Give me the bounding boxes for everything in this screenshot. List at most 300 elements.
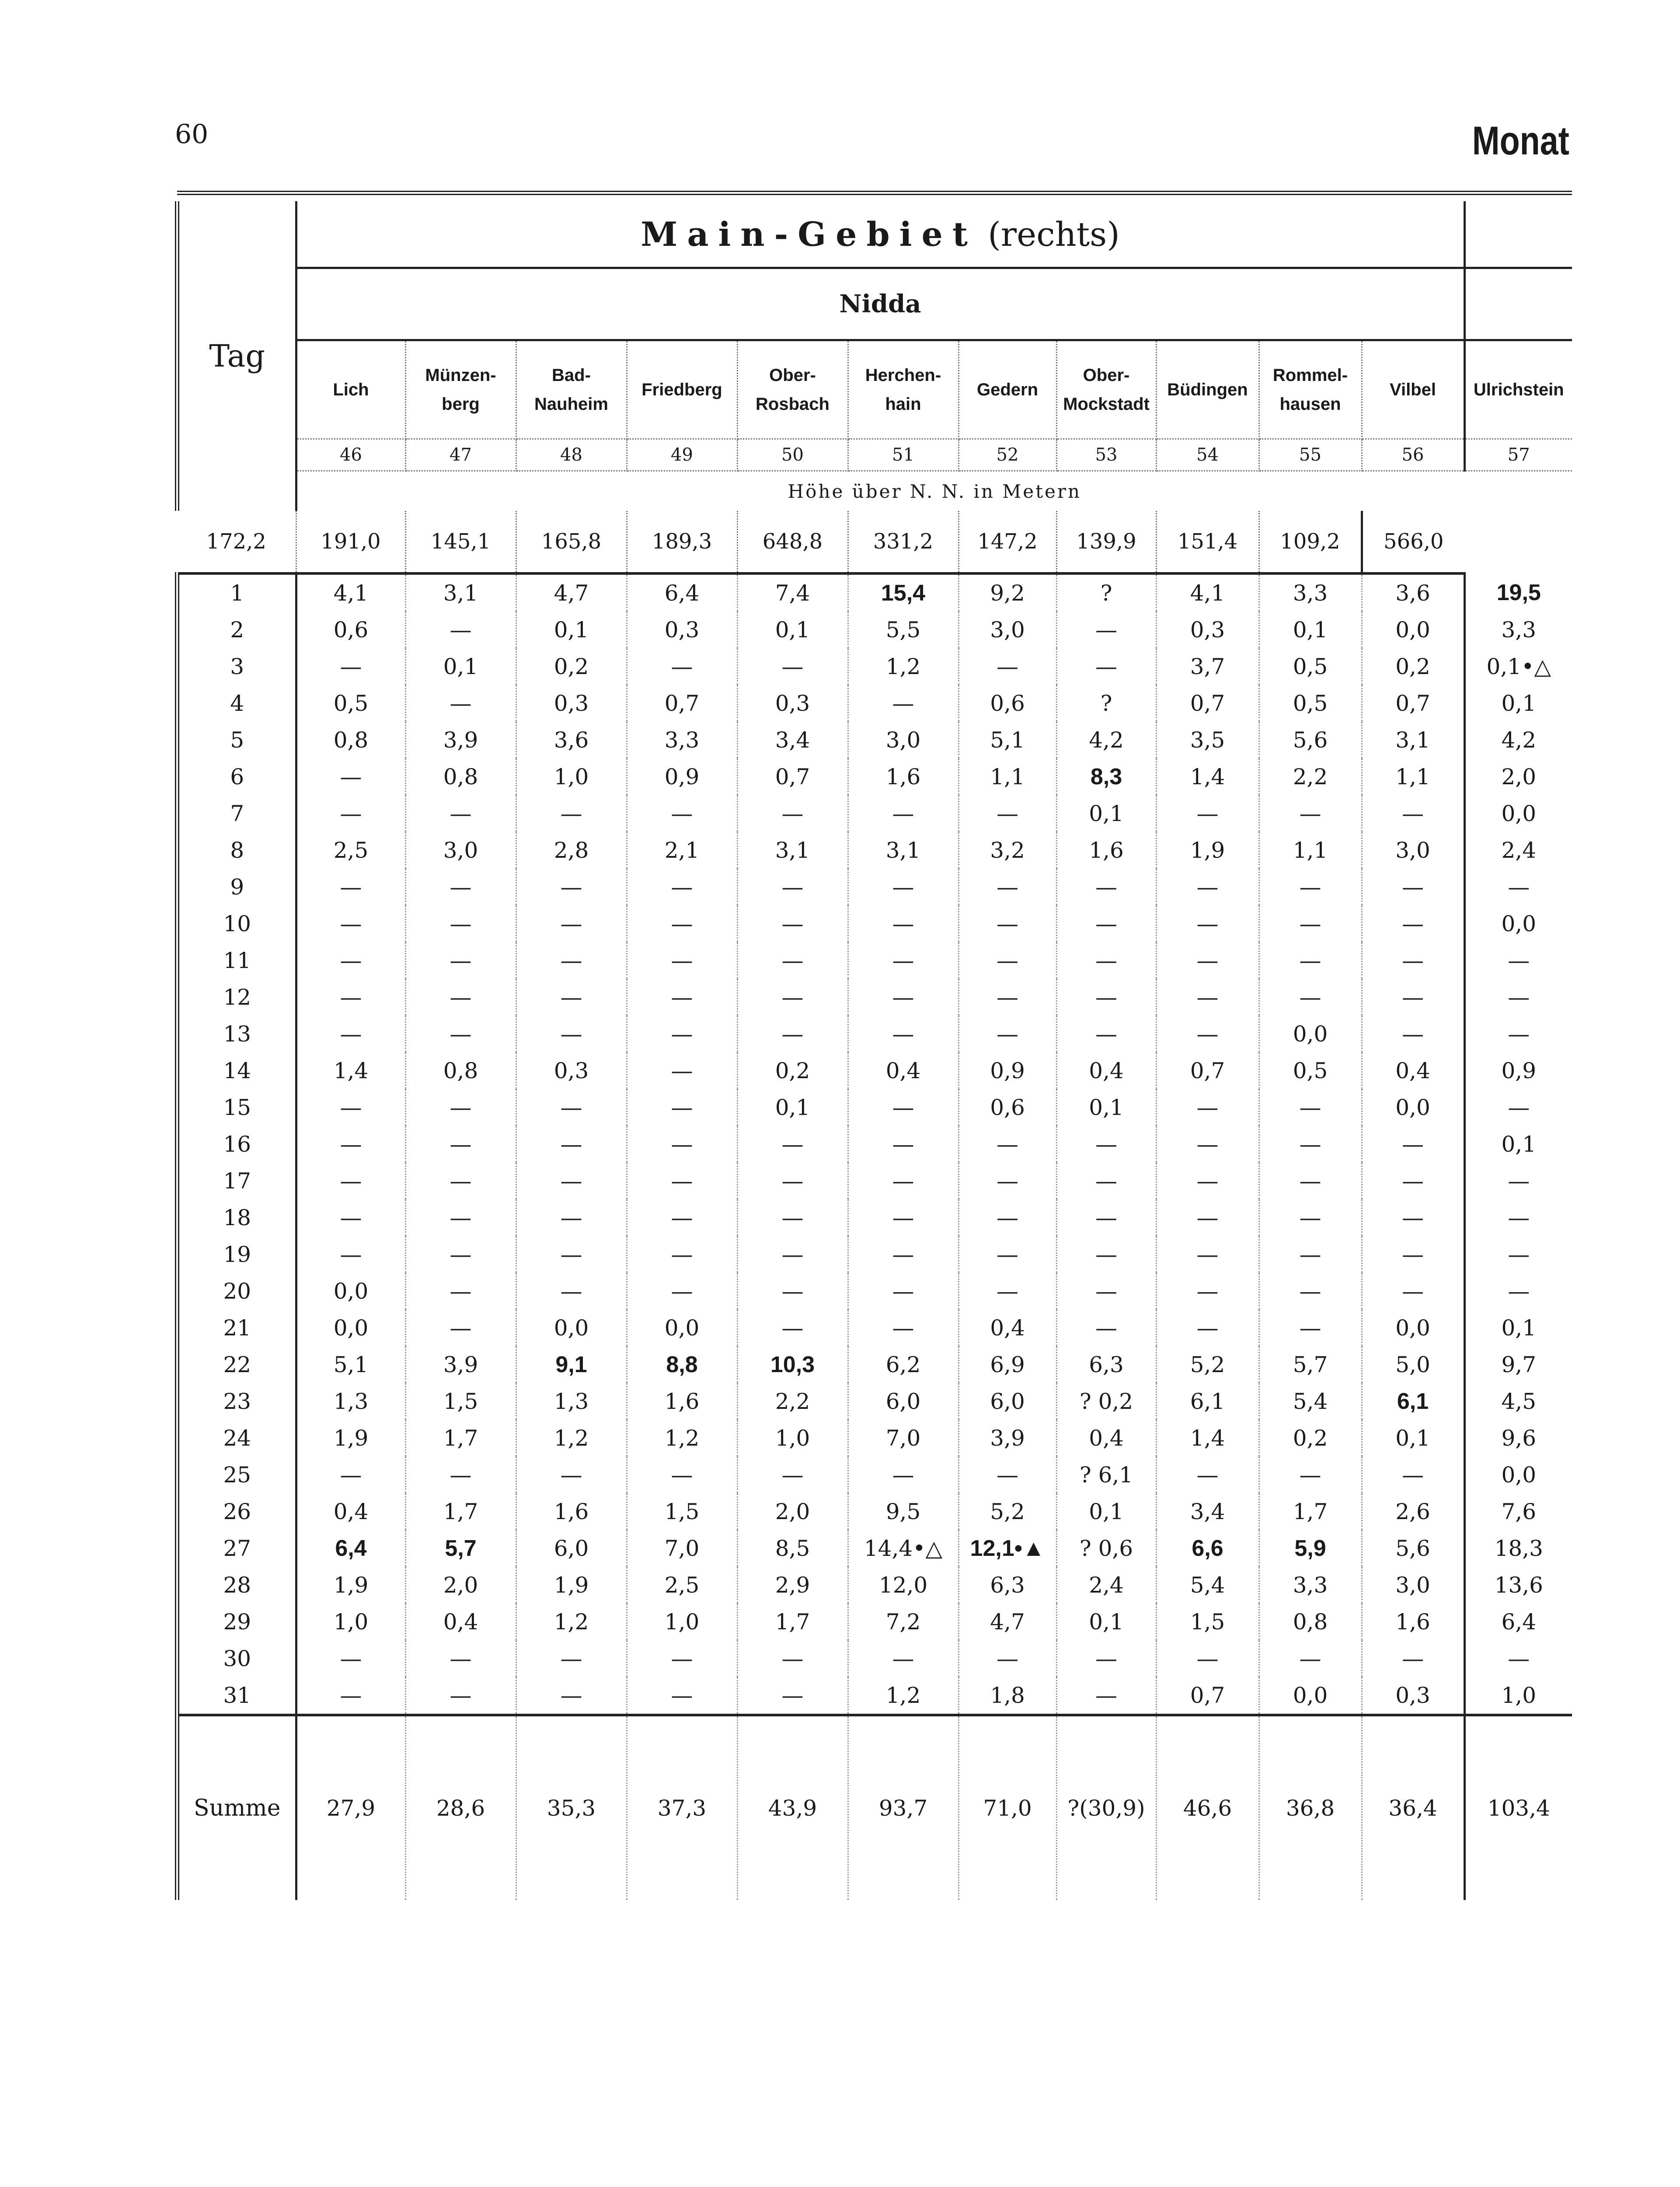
precipitation-value: — [296,1640,405,1677]
day-number: 20 [177,1273,296,1310]
precipitation-value: 6,1 [1156,1383,1259,1420]
precipitation-value: — [405,1163,516,1199]
table-row [177,979,1572,1016]
precipitation-value: — [1464,1089,1572,1126]
precipitation-value: — [848,942,959,979]
precipitation-value: 3,3 [1464,611,1572,648]
precipitation-value: — [405,905,516,942]
precipitation-value: — [737,869,848,905]
precipitation-value: — [1362,1016,1464,1052]
station-name-line-1: Friedberg [641,380,722,399]
precipitation-value: — [1056,1199,1156,1236]
day-number: 9 [177,869,296,905]
precipitation-value: 1,6 [848,758,959,795]
precipitation-value: — [296,942,405,979]
station-name [1259,340,1362,439]
precipitation-value: — [1464,1163,1572,1199]
precipitation-value: — [1259,1199,1362,1236]
station-elevation: 189,3 [627,511,737,573]
precipitation-value: — [1156,1089,1259,1126]
station-name [1156,340,1259,439]
precipitation-value: — [516,1126,627,1163]
precipitation-value: 0,0 [1464,1457,1572,1493]
station-name-line-1: Rommel- [1272,366,1348,385]
station-elevation: 172,2 [177,511,296,573]
precipitation-value: 7,0 [627,1530,737,1567]
precipitation-value: — [516,795,627,832]
table-row [177,611,1572,648]
precipitation-value: 3,0 [1362,1567,1464,1604]
precipitation-value: — [1259,869,1362,905]
precipitation-value: — [1156,1640,1259,1677]
precipitation-value: 6,9 [959,1346,1056,1383]
precipitation-value: 6,2 [848,1346,959,1383]
precipitation-value: — [1464,869,1572,905]
precipitation-value: 1,6 [1056,832,1156,869]
precipitation-value: — [296,795,405,832]
station-name [737,340,848,439]
summe-value: 28,6 [405,1715,516,1900]
table-row [177,1493,1572,1530]
precipitation-value: 4,7 [516,573,627,611]
precipitation-value: — [516,869,627,905]
summe-value: 35,3 [516,1715,627,1900]
table-row [177,1346,1572,1383]
precipitation-value: 1,4 [1156,1420,1259,1457]
table-row [177,758,1572,795]
table-row [177,869,1572,905]
precipitation-value: 6,3 [1056,1346,1156,1383]
precipitation-value: 5,1 [296,1346,405,1383]
station-name-line-1: Gedern [976,380,1039,399]
precipitation-value: 0,1 [1056,795,1156,832]
region-note: (rechts) [988,214,1120,254]
table-row [177,1016,1572,1052]
precipitation-value: — [848,1163,959,1199]
precipitation-value: — [848,685,959,722]
precipitation-value: — [627,648,737,685]
precipitation-value: — [405,869,516,905]
day-number: 10 [177,905,296,942]
precipitation-value: 1,2 [516,1420,627,1457]
precipitation-value: — [1056,1126,1156,1163]
precipitation-value: 1,5 [1156,1604,1259,1640]
precipitation-value: — [296,905,405,942]
summe-value: 103,4 [1464,1715,1572,1900]
precipitation-value: — [1156,905,1259,942]
precipitation-value: — [959,648,1056,685]
precipitation-value: 1,6 [516,1493,627,1530]
precipitation-value: 9,6 [1464,1420,1572,1457]
precipitation-value: — [737,979,848,1016]
precipitation-value: 1,7 [1259,1493,1362,1530]
precipitation-value: 1,9 [1156,832,1259,869]
precipitation-value: 2,0 [1464,758,1572,795]
precipitation-value: — [627,1640,737,1677]
precipitation-value: 7,6 [1464,1493,1572,1530]
precipitation-value: ? 0,6 [1056,1530,1156,1567]
precipitation-value: — [405,1199,516,1236]
station-name [1056,340,1156,439]
precipitation-value: 1,0 [737,1420,848,1457]
precipitation-value: ? 0,2 [1056,1383,1156,1420]
day-number: 13 [177,1016,296,1052]
table-row [177,573,1572,611]
precipitation-value: — [1156,1163,1259,1199]
precipitation-value: 3,0 [405,832,516,869]
precipitation-value: — [1362,869,1464,905]
precipitation-value: — [627,1236,737,1273]
precipitation-value: 1,1 [1362,758,1464,795]
precipitation-value: 9,2 [959,573,1056,611]
precipitation-value: — [627,1199,737,1236]
precipitation-value: — [296,1457,405,1493]
precipitation-value: 6,0 [959,1383,1056,1420]
elevation-row [177,511,1572,573]
precipitation-value: — [1056,611,1156,648]
station-name [848,340,959,439]
precipitation-value: 0,9 [1464,1052,1572,1089]
table-row [177,1310,1572,1346]
precipitation-value: — [296,1677,405,1715]
day-number: 2 [177,611,296,648]
precipitation-value: 5,2 [959,1493,1056,1530]
precipitation-value: 6,1 [1362,1383,1464,1420]
table-row [177,942,1572,979]
precipitation-value: 0,5 [296,685,405,722]
station-name-line-2: hausen [1279,395,1341,414]
precipitation-value: — [405,1016,516,1052]
precipitation-value: — [296,1236,405,1273]
station-number: 57 [1464,439,1572,471]
precipitation-value: 0,1 [516,611,627,648]
precipitation-value: 2,4 [1464,832,1572,869]
precipitation-value: 5,9 [1259,1530,1362,1567]
table-row [177,1604,1572,1640]
precipitation-value: 8,5 [737,1530,848,1567]
region-title [296,201,1464,268]
precipitation-value: 1,5 [405,1383,516,1420]
precipitation-value: 0,0 [1362,611,1464,648]
precipitation-value: 3,3 [627,722,737,758]
running-title: Monat [1472,119,1569,163]
precipitation-value: 0,3 [627,611,737,648]
precipitation-value: 3,0 [848,722,959,758]
station-name [405,340,516,439]
precipitation-value: — [405,611,516,648]
precipitation-value: — [627,942,737,979]
precipitation-value: — [737,942,848,979]
precipitation-value: 1,1 [1259,832,1362,869]
precipitation-value: — [296,1199,405,1236]
precipitation-value: — [627,1677,737,1715]
precipitation-value: 6,4 [1464,1604,1572,1640]
precipitation-value: ? [1056,685,1156,722]
precipitation-value: — [848,869,959,905]
precipitation-value: — [1259,1163,1362,1199]
precipitation-value: 1,0 [516,758,627,795]
precipitation-value: — [516,1199,627,1236]
precipitation-value: 0,0 [296,1273,405,1310]
precipitation-value: 0,1 [737,611,848,648]
precipitation-value: — [516,1457,627,1493]
precipitation-value: 5,2 [1156,1346,1259,1383]
precipitation-value: — [516,1016,627,1052]
precipitation-value: — [1056,1236,1156,1273]
precipitation-value: 1,9 [516,1567,627,1604]
precipitation-value: — [848,905,959,942]
station-elevation: 109,2 [1259,511,1362,573]
precipitation-value: 3,0 [959,611,1056,648]
precipitation-value: — [1056,1016,1156,1052]
station-number: 49 [627,439,737,471]
precipitation-value: 3,3 [1259,1567,1362,1604]
day-column-header: Tag [177,201,296,511]
precipitation-value: — [627,1089,737,1126]
table-row [177,905,1572,942]
precipitation-value: — [848,1310,959,1346]
precipitation-value: ? 6,1 [1056,1457,1156,1493]
day-number: 15 [177,1089,296,1126]
precipitation-value: 1,9 [296,1420,405,1457]
table-row [177,1640,1572,1677]
precipitation-value: — [627,1052,737,1089]
day-number: 25 [177,1457,296,1493]
precipitation-value: — [1362,905,1464,942]
precipitation-value: 3,1 [737,832,848,869]
precipitation-value: 7,2 [848,1604,959,1640]
precipitation-value: — [296,758,405,795]
precipitation-value: 3,4 [737,722,848,758]
precipitation-value: 9,1 [516,1346,627,1383]
precipitation-value: — [737,905,848,942]
precipitation-value: 0,4 [296,1493,405,1530]
table-row [177,1530,1572,1567]
table-row [177,648,1572,685]
precipitation-value: 6,6 [1156,1530,1259,1567]
precipitation-value: 0,4 [1362,1052,1464,1089]
precipitation-value: — [405,1457,516,1493]
precipitation-value: 0,1 [1464,1310,1572,1346]
precipitation-value: 1,4 [1156,758,1259,795]
precipitation-value: 3,6 [1362,573,1464,611]
station-number: 54 [1156,439,1259,471]
precipitation-value: 1,3 [296,1383,405,1420]
precipitation-value: 1,2 [848,1677,959,1715]
precipitation-value: — [1056,905,1156,942]
precipitation-value: 0,9 [627,758,737,795]
precipitation-value: — [1156,1199,1259,1236]
precipitation-value: 6,0 [848,1383,959,1420]
station-name-line-2: hain [885,395,921,414]
precipitation-value: — [1259,1236,1362,1273]
precipitation-value: 0,4 [405,1604,516,1640]
precipitation-value: ? [1056,573,1156,611]
precipitation-value: 0,8 [405,758,516,795]
precipitation-value: — [959,905,1056,942]
table-row [177,1383,1572,1420]
station-name-line-2: Rosbach [756,395,830,414]
precipitation-value: — [405,1089,516,1126]
summe-label: Summe [177,1715,296,1900]
precipitation-value: — [405,1310,516,1346]
station-name [1362,340,1464,439]
precipitation-value: 0,8 [1259,1604,1362,1640]
station-number: 50 [737,439,848,471]
precipitation-value: — [737,648,848,685]
station-number: 47 [405,439,516,471]
precipitation-value: — [405,979,516,1016]
precipitation-value: 5,7 [405,1530,516,1567]
precipitation-value: 6,4 [627,573,737,611]
precipitation-value: 2,8 [516,832,627,869]
precipitation-value: — [959,979,1056,1016]
precipitation-value: 1,2 [516,1604,627,1640]
summe-value: 43,9 [737,1715,848,1900]
precipitation-value: 1,0 [296,1604,405,1640]
precipitation-value: 0,8 [405,1052,516,1089]
precipitation-value: — [516,1236,627,1273]
precipitation-value: 0,1 [1464,1126,1572,1163]
precipitation-value: 5,6 [1362,1530,1464,1567]
precipitation-value: 0,1 [1056,1493,1156,1530]
station-name-line-1: Ober- [769,366,816,385]
station-number: 46 [296,439,405,471]
precipitation-value: 1,0 [627,1604,737,1640]
precipitation-value: — [1362,1640,1464,1677]
precipitation-value: — [848,1273,959,1310]
precipitation-value: 6,0 [516,1530,627,1567]
precipitation-value: — [1362,1163,1464,1199]
precipitation-value: 8,8 [627,1346,737,1383]
precipitation-value: — [516,1163,627,1199]
precipitation-value: — [1156,1310,1259,1346]
precipitation-value: — [1156,869,1259,905]
precipitation-value: 0,3 [737,685,848,722]
precipitation-value: — [1056,869,1156,905]
station-name-line-2: Nauheim [534,395,608,414]
precipitation-value: — [1056,1640,1156,1677]
precipitation-value: 4,1 [1156,573,1259,611]
precipitation-value: — [1156,1126,1259,1163]
precipitation-value: 0,2 [1362,648,1464,685]
precipitation-value: — [737,1163,848,1199]
region-name: Main-Gebiet [641,214,977,254]
precipitation-value: 0,2 [516,648,627,685]
precipitation-value: 3,1 [1362,722,1464,758]
precipitation-value: 2,0 [405,1567,516,1604]
precipitation-value: 0,9 [959,1052,1056,1089]
table-row [177,1199,1572,1236]
precipitation-value: — [959,1640,1056,1677]
precipitation-value: — [848,979,959,1016]
precipitation-value: — [1056,1273,1156,1310]
precipitation-value: 1,7 [405,1493,516,1530]
station-name-line-1: Büdingen [1167,380,1248,399]
precipitation-value: 0,0 [1362,1310,1464,1346]
precipitation-value: — [627,795,737,832]
precipitation-value: 8,3 [1056,758,1156,795]
precipitation-value: — [1259,1273,1362,1310]
station-number: 52 [959,439,1056,471]
precipitation-value: 13,6 [1464,1567,1572,1604]
precipitation-value: 0,3 [516,685,627,722]
day-number: 27 [177,1530,296,1567]
table-row [177,1273,1572,1310]
precipitation-value: — [1156,942,1259,979]
precipitation-value: — [1464,1640,1572,1677]
precipitation-value: 4,2 [1464,722,1572,758]
precipitation-value: — [1362,1273,1464,1310]
precipitation-value: 0,4 [1056,1420,1156,1457]
station-name [1464,340,1572,439]
precipitation-value: 0,3 [1156,611,1259,648]
precipitation-value: — [627,1126,737,1163]
precipitation-value: 0,0 [1259,1016,1362,1052]
station-number: 51 [848,439,959,471]
precipitation-value: 0,1 [1056,1089,1156,1126]
station-number: 53 [1056,439,1156,471]
river-title: Nidda [296,268,1464,340]
precipitation-value: 3,5 [1156,722,1259,758]
day-number: 28 [177,1567,296,1604]
precipitation-value: 1,3 [516,1383,627,1420]
precipitation-value: 5,0 [1362,1346,1464,1383]
precipitation-value: 0,1 [1259,611,1362,648]
precipitation-value: — [1464,942,1572,979]
precipitation-value: 3,0 [1362,832,1464,869]
precipitation-value: — [737,1016,848,1052]
precipitation-value: — [627,869,737,905]
precipitation-value: — [405,942,516,979]
precipitation-value: 1,2 [848,648,959,685]
precipitation-value: — [737,1236,848,1273]
precipitation-value: 2,5 [296,832,405,869]
precipitation-value: — [1056,942,1156,979]
precipitation-value: — [1156,979,1259,1016]
precipitation-value: — [959,1126,1056,1163]
precipitation-value: 1,0 [1464,1677,1572,1715]
precipitation-value: — [737,1457,848,1493]
precipitation-value: — [737,1126,848,1163]
station-elevation: 165,8 [516,511,627,573]
day-number: 11 [177,942,296,979]
precipitation-value: 9,7 [1464,1346,1572,1383]
precipitation-value: 0,0 [516,1310,627,1346]
precipitation-value: 3,3 [1259,573,1362,611]
precipitation-value: 19,5 [1464,573,1572,611]
precipitation-value: — [959,1236,1056,1273]
precipitation-value: — [516,979,627,1016]
station-number: 56 [1362,439,1464,471]
station-name [296,340,405,439]
precipitation-value: 1,7 [405,1420,516,1457]
precipitation-value: — [1362,1199,1464,1236]
summe-value: ?(30,9) [1056,1715,1156,1900]
precipitation-value: — [959,1163,1056,1199]
precipitation-value: — [405,1236,516,1273]
precipitation-value: 0,0 [1259,1677,1362,1715]
precipitation-value: — [1156,795,1259,832]
precipitation-value: 0,1•△ [1464,648,1572,685]
precipitation-value: 1,4 [296,1052,405,1089]
precipitation-value: 14,4•△ [848,1530,959,1567]
precipitation-value: 0,4 [848,1052,959,1089]
precipitation-value: 0,6 [296,611,405,648]
day-number: 17 [177,1163,296,1199]
day-number: 19 [177,1236,296,1273]
precipitation-value: — [737,1273,848,1310]
